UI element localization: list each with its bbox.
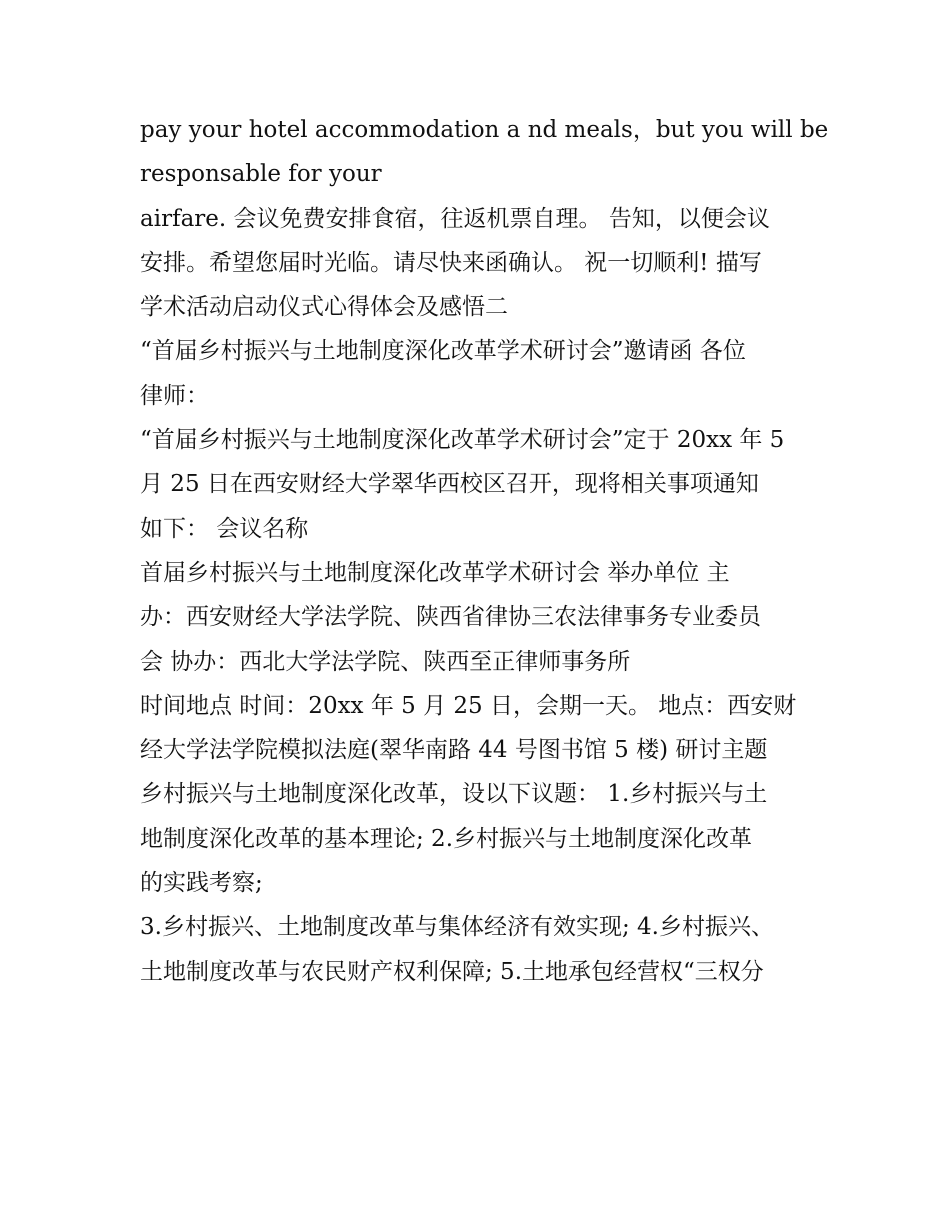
text-line: 3.乡村振兴、土地制度改革与集体经济有效实现; 4.乡村振兴、 bbox=[140, 914, 774, 941]
text-line: 如下： 会议名称 bbox=[140, 515, 309, 542]
text-line: 办：西安财经大学法学院、陕西省律协三农法律事务专业委员 bbox=[140, 604, 761, 631]
text-line: 乡村振兴与土地制度深化改革，设以下议题： 1.乡村振兴与土 bbox=[140, 781, 768, 808]
text-line: 地制度深化改革的基本理论; 2.乡村振兴与土地制度深化改革 bbox=[140, 825, 753, 852]
text-line: 首届乡村振兴与土地制度深化改革学术研讨会 举办单位 主 bbox=[140, 559, 730, 586]
text-line: 的实践考察; bbox=[140, 870, 263, 897]
text-line: 学术活动启动仪式心得体会及感悟二 bbox=[140, 294, 508, 321]
text-line: airfare. 会议免费安排食宿，往返机票自理。 告知，以便会议 bbox=[140, 205, 770, 232]
text-line: pay your hotel accommodation a nd meals，but you will be bbox=[140, 117, 829, 143]
document-body bbox=[140, 108, 829, 994]
text-line: 经大学法学院模拟法庭(翠华南路 44 号图书馆 5 楼) 研讨主题 bbox=[140, 737, 768, 764]
text-line: responsable for your bbox=[140, 161, 382, 188]
text-line: “首届乡村振兴与土地制度深化改革学术研讨会”定于 20xx 年 5 bbox=[140, 427, 785, 454]
text-line: “首届乡村振兴与土地制度深化改革学术研讨会”邀请函 各位 bbox=[140, 338, 746, 365]
text-line: 会 协办：西北大学法学院、陕西至正律师事务所 bbox=[140, 648, 631, 675]
text-line: 律师： bbox=[140, 382, 209, 409]
text-line: 时间地点 时间：20xx 年 5 月 25 日，会期一天。 地点：西安财 bbox=[140, 692, 797, 719]
text-line: 安排。希望您届时光临。请尽快来函确认。 祝一切顺利! 描写 bbox=[140, 249, 762, 276]
text-line: 土地制度改革与农民财产权利保障; 5.土地承包经营权“三权分 bbox=[140, 958, 764, 985]
text-line: 月 25 日在西安财经大学翠华西校区召开，现将相关事项通知 bbox=[140, 471, 759, 498]
